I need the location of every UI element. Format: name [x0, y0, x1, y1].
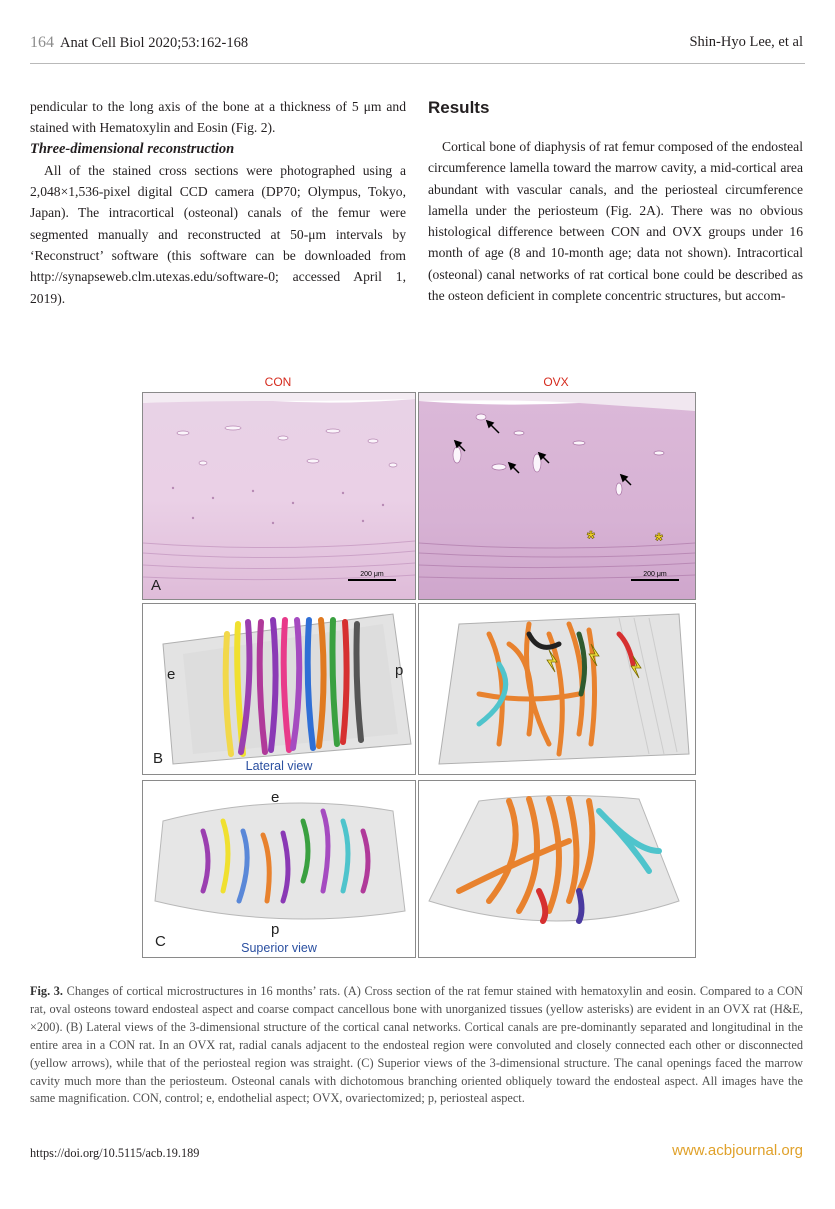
label-p-lateral: p: [395, 662, 404, 679]
lateral-view-caption: Lateral view: [245, 759, 313, 773]
panel-a-ovx-histology: [418, 392, 696, 600]
subheading-3d-reconstruction: Three-dimensional reconstruction: [30, 140, 235, 157]
label-e-superior: e: [271, 789, 280, 806]
doi-link[interactable]: https://doi.org/10.5115/acb.19.189: [30, 1146, 200, 1160]
figure-caption: [30, 983, 803, 1108]
panel-b-con-lateral: [142, 603, 416, 775]
left-column: [30, 96, 406, 309]
svg-text:*: *: [587, 528, 595, 550]
caption-label: Fig. 3.: [30, 984, 64, 998]
header-rule: [30, 63, 805, 64]
superior-view-caption: Superior view: [241, 941, 317, 955]
scale-bar-label-con: 200 μm: [360, 571, 384, 578]
panel-a-con-histology: [142, 392, 416, 600]
methods-intro-text: pendicular to the long axis of the bone at a thickness of 5 μm and stained with Hematoxylin and Eosin (Fig. 2).: [30, 99, 406, 136]
histology-image-con: [143, 393, 415, 599]
lateral-3d-con: [143, 604, 415, 774]
column-title-con: CON: [264, 375, 292, 389]
methods-paragraph: All of the stained cross sections were photographed using a 2,048×1,536-pixel digital CCD camera (DP70; Olympus, Tokyo, Japan). The intracortical (osteonal) canals of the femur were segmented manually and reconstructed at 50-μm intervals by ‘Reconstruct’ software (this software can be downloaded from http://synapseweb.clm.utexas.edu/software-0; accessed April 1, 2019).: [30, 162, 406, 306]
caption-text: Changes of cortical microstructures in 16 months’ rats. (A) Cross section of the rat femur stained with hematoxylin and eosin. Compared to a CON rat, oval osteons toward endosteal aspect and coarse compact cancellous bone with unorganized tissues (yellow asterisks) are evident in an OVX rat (H&E, ×200). (B) Lateral views of the 3-dimensional structure of the cortical canal networks. Cortical canals are pre-dominantly separated and longitudinal in the entire area in a CON rat. In an OVX rat, radial canals adjacent to the endosteal region were convoluted and closely connected each other or disconnected (yellow arrows), while that of the periosteal region was straight. (C) Superior views of the 3-dimensional structure. The canal openings faced the marrow cavity much more than the periosteum. Osteonal canals with dichotomous branching oriented obliquely toward the endosteal aspect. All images have the same magnification. CON, control; e, endothelial aspect; OVX, ovariectomized; p, periosteal aspect.: [30, 984, 803, 1106]
histology-image-ovx: [419, 393, 695, 599]
lateral-3d-ovx: [419, 604, 695, 774]
journal-website-link[interactable]: www.acbjournal.org: [672, 1142, 803, 1159]
running-header: [30, 34, 248, 52]
journal-citation: Anat Cell Biol 2020;53:162-168: [60, 35, 249, 51]
results-heading: Results: [428, 98, 490, 117]
panel-c-con-superior: [142, 780, 416, 958]
scale-bar-label-ovx: 200 μm: [643, 571, 667, 578]
scale-bar-ovx: [631, 579, 679, 581]
running-authors: Shin-Hyo Lee, et al: [689, 34, 803, 50]
scale-bar-con: [348, 579, 396, 581]
page-number: 164: [30, 34, 54, 51]
superior-3d-ovx: [419, 781, 695, 957]
panel-a-label: A: [151, 577, 162, 594]
results-paragraph: Cortical bone of diaphysis of rat femur composed of the endosteal circumference lamella toward the marrow cavity, a mid-cortical area abundant with vascular canals, and the periosteal circumference lamella under the periosteum (Fig. 2A). There was no obvious histological difference between CON and OVX groups under 16 month of age (8 and 10-month age; data not shown). Intracortical (osteonal) canal networks of rat cortical bone could be described as the osteon deficient in complete concentric structures, but accom-: [428, 139, 803, 304]
column-title-ovx: OVX: [543, 375, 569, 389]
label-p-superior: p: [271, 921, 280, 938]
panel-c-label: C: [155, 933, 166, 950]
label-e-lateral: e: [167, 666, 176, 683]
panel-b-label: B: [153, 750, 164, 767]
panel-c-ovx-superior: [418, 780, 696, 958]
figure-3: [142, 370, 694, 960]
panel-b-ovx-lateral: [418, 603, 696, 775]
right-column: [428, 96, 803, 306]
svg-text:*: *: [655, 530, 663, 552]
